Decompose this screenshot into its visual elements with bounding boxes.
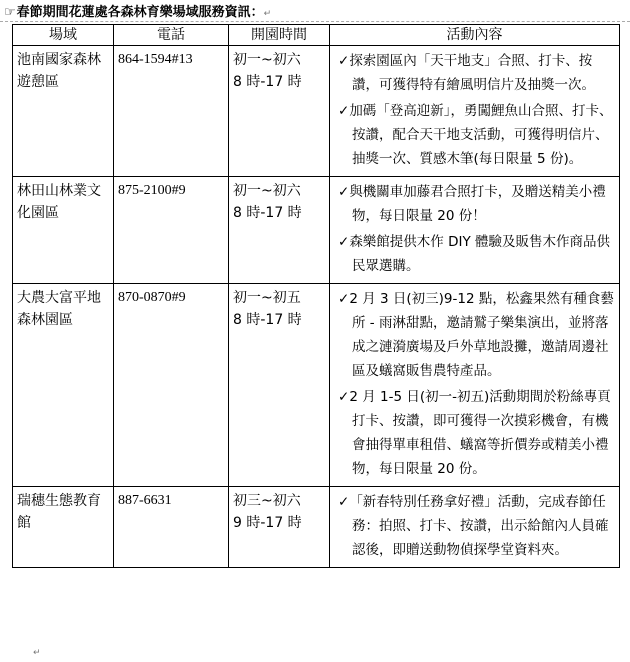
header-hours: 開園時間	[229, 25, 330, 46]
activity-text: 森樂館提供木作 DIY 體驗及販售木作商品供民眾選購。	[349, 234, 611, 274]
activity-item	[334, 180, 615, 228]
open-time: 8 時-17 時	[233, 312, 302, 328]
check-mark-icon: ✓	[338, 53, 350, 69]
title-text: 春節期間花蓮處各森林育樂場域服務資訊：	[16, 5, 264, 20]
area-cell: 瑞穗生態教育館	[13, 487, 114, 568]
phone-cell: 864-1594#13	[114, 46, 229, 177]
hours-cell	[229, 177, 330, 284]
hours-cell	[229, 284, 330, 487]
phone-cell: 870-0870#9	[114, 284, 229, 487]
phone-cell: 875-2100#9	[114, 177, 229, 284]
activity-text: 加碼「登高迎新」，勇闖鯉魚山合照、打卡、按讚，配合天干地支活動，可獲得明信片、抽獎一次、質感木筆(每日限量 5 份)。	[349, 103, 613, 167]
phone-cell: 887-6631	[114, 487, 229, 568]
activities-cell	[330, 46, 620, 177]
open-days: 初一~初六	[233, 52, 301, 68]
check-mark-icon: ✓	[338, 389, 350, 405]
hours-cell	[229, 46, 330, 177]
activity-text: 「新春特別任務拿好禮」活動，完成春節任務：拍照、打卡、按讚，出示給館內人員確認後，即贈送動物偵探學堂資料夾。	[349, 494, 609, 558]
open-days: 初一~初五	[233, 290, 301, 306]
header-phone: 電話	[114, 25, 229, 46]
open-time: 9 時-17 時	[233, 515, 302, 531]
end-paragraph-mark-icon: ↵	[33, 648, 41, 658]
activities-cell	[330, 177, 620, 284]
document-title	[4, 4, 271, 22]
service-info-table	[12, 24, 620, 568]
table-header-row	[13, 25, 620, 46]
open-time: 8 時-17 時	[233, 205, 302, 221]
header-area: 場域	[13, 25, 114, 46]
area-cell: 林田山林業文化園區	[13, 177, 114, 284]
activity-item	[334, 490, 615, 562]
area-cell: 池南國家森林遊憩區	[13, 46, 114, 177]
table-row	[13, 487, 620, 568]
table-row	[13, 177, 620, 284]
activities-cell	[330, 487, 620, 568]
activity-text: 探索園區內「天干地支」合照、打卡、按讚，可獲得特有繪風明信片及抽獎一次。	[349, 53, 595, 93]
open-days: 初三~初六	[233, 493, 301, 509]
activities-cell	[330, 284, 620, 487]
activity-item	[334, 385, 615, 481]
pointing-hand-icon: ☞	[4, 5, 16, 20]
activity-text: 與機關車加藤君合照打卡，及贈送精美小禮物，每日限量 20 份！	[349, 184, 606, 224]
open-days: 初一~初六	[233, 183, 301, 199]
activity-text: 2 月 3 日(初三)9-12 點，松鑫果然有種食藝所 - 雨淋甜點，邀請鷲子樂集演出，並將落成之漣漪廣場及戶外草地設攤，邀請周邊社區及蟻窩販售農特產品。	[349, 291, 614, 379]
open-time: 8 時-17 時	[233, 74, 302, 90]
page-margin-guide	[0, 21, 630, 22]
paragraph-mark-icon: ↵	[263, 9, 272, 19]
check-mark-icon: ✓	[338, 184, 350, 200]
check-mark-icon: ✓	[338, 291, 350, 307]
check-mark-icon: ✓	[338, 103, 350, 119]
check-mark-icon: ✓	[338, 494, 350, 510]
activity-item	[334, 49, 615, 97]
activity-item	[334, 287, 615, 383]
check-mark-icon: ✓	[338, 234, 350, 250]
table-row	[13, 284, 620, 487]
area-cell: 大農大富平地森林園區	[13, 284, 114, 487]
header-activities: 活動內容	[330, 25, 620, 46]
activity-item	[334, 99, 615, 171]
table-row	[13, 46, 620, 177]
activity-item	[334, 230, 615, 278]
hours-cell	[229, 487, 330, 568]
activity-text: 2 月 1-5 日(初一-初五)活動期間於粉絲專頁打卡、按讚，即可獲得一次摸彩機會，有機會抽得單車租借、蟻窩等折價券或精美小禮物，每日限量 20 份。	[349, 389, 611, 477]
